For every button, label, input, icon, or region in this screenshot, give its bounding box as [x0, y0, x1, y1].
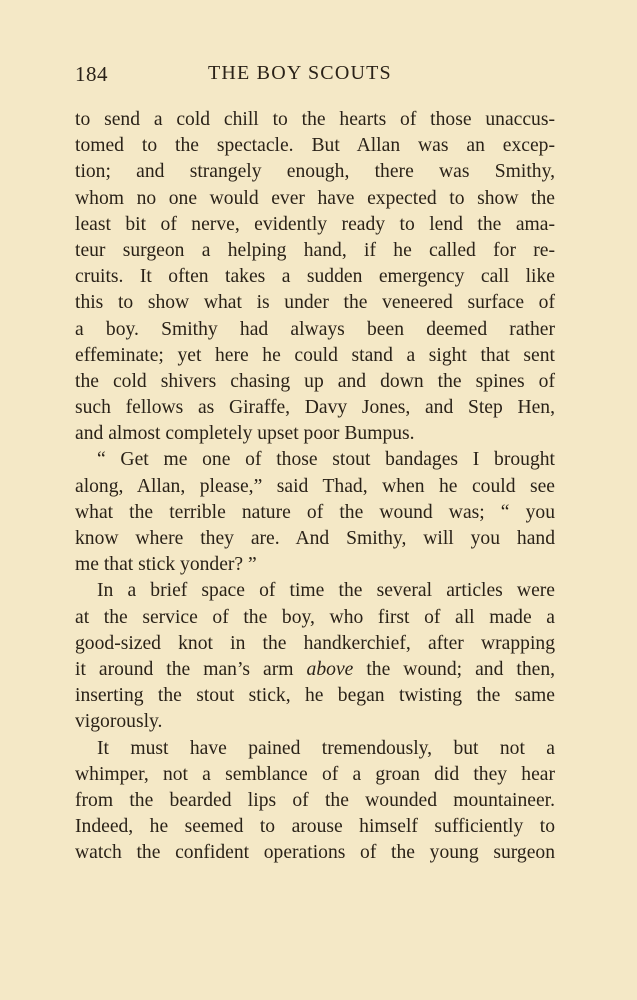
- text-line: this to show what is under the veneered surface of: [75, 292, 555, 314]
- text-line: such fellows as Giraffe, Davy Jones, and Step Hen,: [75, 397, 555, 419]
- text-line: tomed to the spectacle. But Allan was an excep-: [75, 135, 555, 157]
- text-line: tion; and strangely enough, there was Smithy,: [75, 161, 555, 183]
- text-line: from the bearded lips of the wounded mountaineer.: [75, 789, 555, 811]
- italic-emphasis: above: [306, 658, 354, 680]
- text-line: good-sized knot in the handkerchief, after wrapping: [75, 632, 555, 654]
- text-line: Indeed, he seemed to arouse himself sufficiently to: [75, 816, 555, 838]
- body-text: [75, 107, 555, 866]
- page-header: [75, 62, 555, 88]
- text-line: In a brief space of time the several articles were: [97, 580, 555, 602]
- text-line: inserting the stout stick, he began twisting the same: [75, 685, 555, 707]
- page-number: 184: [75, 62, 108, 86]
- text-line: cruits. It often takes a sudden emergency call like: [75, 266, 555, 288]
- text-line: watch the confident operations of the young surgeon: [75, 842, 555, 864]
- text-line: along, Allan, please,” said Thad, when he could see: [75, 475, 555, 497]
- text-line: “ Get me one of those stout bandages I brought: [97, 449, 555, 471]
- text-line: the cold shivers chasing up and down the spines of: [75, 370, 555, 392]
- text-line: [75, 657, 555, 683]
- text-line: whom no one would ever have expected to show the: [75, 187, 555, 209]
- text-fragment: it around the man’s arm: [75, 658, 294, 680]
- text-line: a boy. Smithy had always been deemed rather: [75, 318, 555, 340]
- text-line: what the terrible nature of the wound was; “ you: [75, 501, 555, 523]
- text-line: me that stick yonder? ”: [75, 554, 257, 576]
- text-line: and almost completely upset poor Bumpus.: [75, 423, 415, 445]
- running-head: THE BOY SCOUTS: [208, 62, 392, 84]
- text-fragment: the wound; and then,: [366, 658, 556, 680]
- text-line: know where they are. And Smithy, will you hand: [75, 528, 555, 549]
- text-line: It must have pained tremendously, but not a: [97, 737, 555, 759]
- text-line: effeminate; yet here he could stand a sight that sent: [75, 344, 555, 366]
- text-line: vigorously.: [75, 711, 163, 733]
- text-line: teur surgeon a helping hand, if he called for re-: [75, 239, 555, 261]
- text-line: least bit of nerve, evidently ready to lend the ama-: [75, 213, 555, 235]
- text-line: at the service of the boy, who first of all made a: [75, 606, 555, 628]
- text-line: whimper, not a semblance of a groan did they hear: [75, 763, 555, 785]
- text-line: to send a cold chill to the hearts of those unaccus-: [75, 109, 555, 130]
